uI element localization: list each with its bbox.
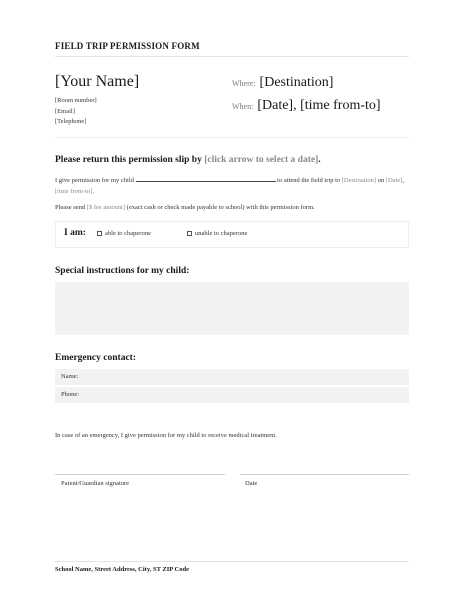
- unable-checkbox[interactable]: [187, 231, 192, 236]
- return-slip-prefix: Please return this permission slip by: [55, 155, 202, 165]
- room-number-field[interactable]: [Room number]: [55, 97, 97, 104]
- where-label: Where:: [232, 79, 256, 88]
- date-label: Date: [245, 480, 258, 487]
- child-name-blank[interactable]: [136, 175, 276, 182]
- unable-label: unable to chaperone: [195, 230, 248, 237]
- form-title: FIELD TRIP PERMISSION FORM: [55, 41, 200, 51]
- when-row: [232, 96, 381, 114]
- date-time-field[interactable]: [Date], [time from-to]: [257, 98, 381, 113]
- header-divider: [55, 137, 409, 138]
- fee-text-suffix: (exact cash or check made payable to school) with this permission form.: [126, 204, 315, 211]
- permission-end: .: [92, 187, 94, 195]
- chaperone-label: I am:: [64, 228, 86, 238]
- your-name-field[interactable]: [Your Name]: [55, 73, 140, 90]
- permission-destination-field[interactable]: [Destination]: [341, 177, 377, 184]
- permission-date-field[interactable]: [Date]: [385, 177, 403, 184]
- permission-text-2: to attend the field trip to: [277, 177, 341, 184]
- fee-statement: [55, 203, 415, 214]
- fee-amount-field[interactable]: [$ fee amount]: [86, 204, 126, 211]
- return-slip-line: [55, 155, 321, 165]
- medical-consent-text: In case of an emergency, I give permission for my child to receive medical treatment.: [55, 432, 277, 439]
- emergency-name-field[interactable]: [55, 369, 409, 385]
- special-instructions-field[interactable]: [55, 282, 409, 335]
- when-label: When:: [232, 102, 254, 111]
- emergency-name-label: Name:: [61, 373, 79, 380]
- able-label: able to chaperone: [105, 230, 151, 237]
- permission-time-field[interactable]: [time from-to]: [55, 187, 93, 195]
- permission-statement: [55, 175, 415, 197]
- footer-divider: [55, 561, 409, 562]
- permission-text-3: on: [377, 177, 385, 184]
- special-instructions-heading: Special instructions for my child:: [55, 266, 190, 276]
- school-address: School Name, Street Address, City, ST ZIP Code: [55, 566, 189, 573]
- telephone-field[interactable]: [Telephone]: [55, 118, 87, 125]
- emergency-phone-field[interactable]: [55, 387, 409, 403]
- return-date-picker[interactable]: [click arrow to select a date]: [204, 155, 319, 165]
- unable-to-chaperone-option[interactable]: [187, 230, 247, 237]
- where-row: [232, 73, 333, 91]
- emergency-contact-heading: Emergency contact:: [55, 353, 136, 363]
- signature-line[interactable]: [55, 474, 225, 475]
- destination-field[interactable]: [Destination]: [259, 75, 334, 90]
- able-checkbox[interactable]: [97, 231, 102, 236]
- date-line[interactable]: [240, 474, 409, 475]
- permission-text-1: I give permission for my child: [55, 177, 134, 184]
- email-field[interactable]: [Email]: [55, 108, 75, 115]
- emergency-phone-label: Phone:: [61, 391, 80, 398]
- signature-label: Parent/Guardian signature: [61, 480, 130, 487]
- title-divider: [55, 56, 409, 57]
- able-to-chaperone-option[interactable]: [97, 230, 151, 237]
- fee-text-prefix: Please send: [55, 204, 86, 211]
- permission-separator: ,: [402, 177, 405, 184]
- return-slip-suffix: .: [318, 155, 321, 165]
